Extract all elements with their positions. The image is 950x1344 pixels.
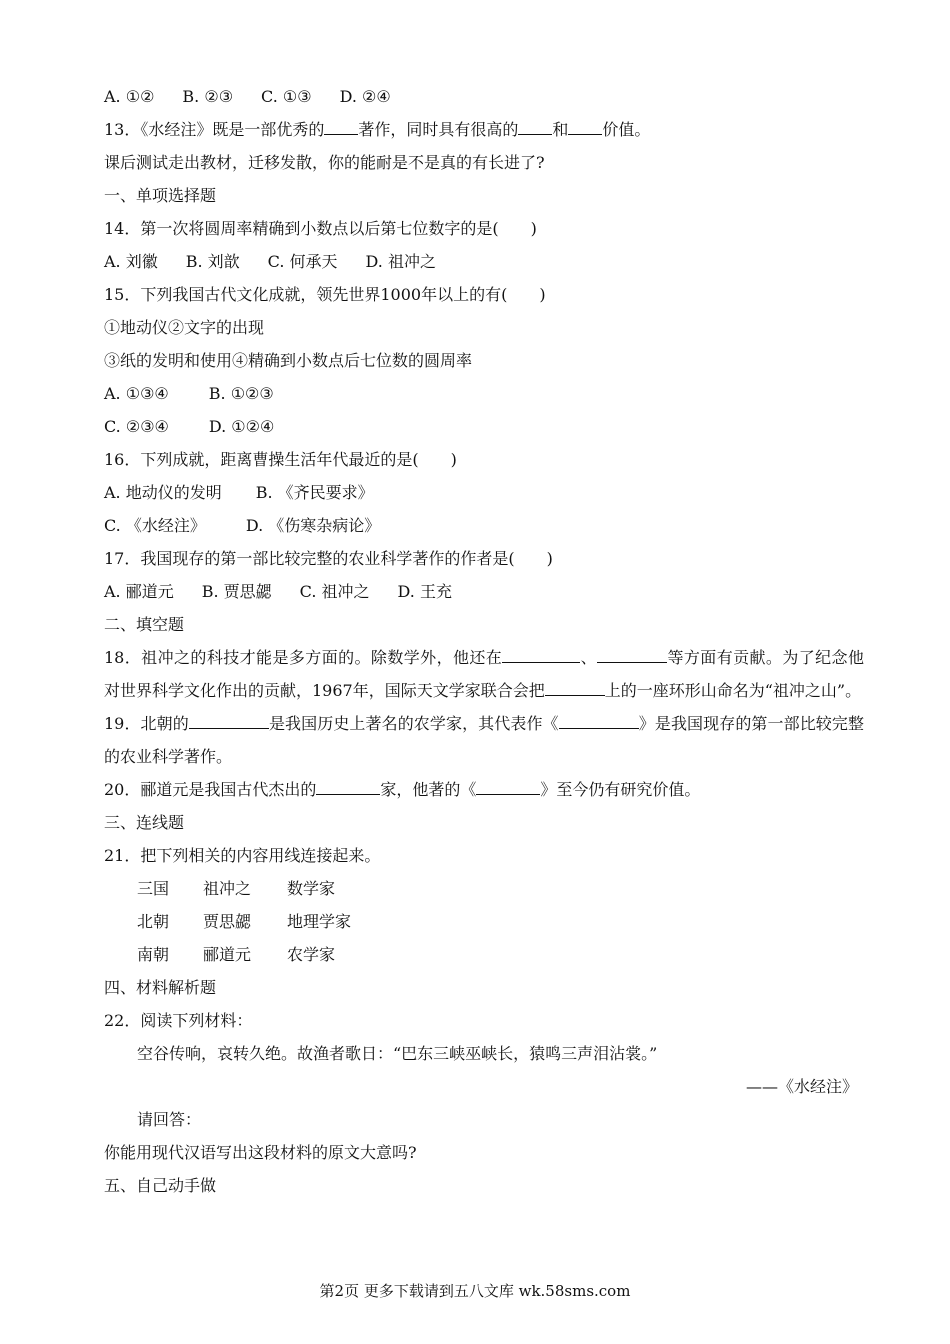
section-heading: 三、连线题 — [104, 813, 185, 832]
question-19 — [104, 707, 864, 773]
q18-text-d: 上的一座环形山命名为“祖冲之山”。 — [604, 681, 862, 700]
q16-options-row — [104, 509, 864, 542]
q15-options-row — [104, 410, 864, 443]
question-14-stem: 14．第一次将圆周率精确到小数点以后第七位数字的是( ) — [104, 219, 537, 238]
question-16-stem: 16．下列成就，距离曹操生活年代最近的是( ) — [104, 450, 457, 469]
option: D. 祖冲之 — [365, 252, 436, 271]
question-17-stem: 17．我国现存的第一部比较完整的农业科学著作的作者是( ) — [104, 549, 553, 568]
q20-text-b: 家，他著的《 — [380, 780, 477, 799]
fill-blank — [568, 118, 602, 135]
page-footer: 第2页 更多下载请到五八文库 wk.58sms.com — [319, 1282, 631, 1300]
q13-text-b: 著作，同时具有很高的 — [358, 120, 519, 139]
q13-text-a: 13．《水经注》既是一部优秀的 — [104, 120, 325, 139]
section-heading: 五、自己动手做 — [104, 1176, 217, 1195]
q22-source: ——《水经注》 — [745, 1077, 858, 1096]
fill-blank — [518, 118, 552, 135]
q12-options — [104, 80, 864, 113]
match-row — [104, 938, 864, 971]
fill-blank — [502, 646, 580, 663]
option: B. 贾思勰 — [201, 582, 272, 601]
fill-blank — [545, 679, 605, 696]
match-person: 祖冲之 — [203, 879, 252, 898]
option: D. ①②④ — [208, 417, 275, 436]
q15-options-row — [104, 377, 864, 410]
q13-text-d: 价值。 — [602, 120, 651, 139]
option: B. 《齐民要求》 — [255, 483, 374, 502]
option: C. 《水经注》 — [104, 516, 206, 535]
q15-item-line: ①地动仪②文字的出现 — [104, 318, 265, 337]
fill-blank — [559, 712, 639, 729]
question-22-stem: 22．阅读下列材料： — [104, 1011, 253, 1030]
match-era: 南朝 — [137, 945, 170, 964]
q22-material: 空谷传响，哀转久绝。故渔者歌日：“巴东三峡巫峡长，猿鸣三声泪沾裳。” — [137, 1044, 658, 1063]
option: D. ②④ — [339, 87, 391, 106]
match-row — [104, 905, 864, 938]
match-field: 地理学家 — [287, 912, 352, 931]
option: C. 何承天 — [267, 252, 338, 271]
q17-options — [104, 575, 864, 608]
q22-question: 你能用现代汉语写出这段材料的原文大意吗? — [104, 1143, 417, 1162]
q19-text-b: 是我国历史上著名的农学家，其代表作《 — [268, 714, 559, 733]
section-heading: 一、单项选择题 — [104, 186, 217, 205]
match-era: 三国 — [137, 879, 170, 898]
option: D. 王充 — [397, 582, 452, 601]
match-era: 北朝 — [137, 912, 170, 931]
option: A. 刘徽 — [104, 252, 158, 271]
section-heading: 二、填空题 — [104, 615, 185, 634]
option: B. ②③ — [182, 87, 234, 106]
option: D. 《伤寒杂病论》 — [245, 516, 381, 535]
q18-text-c: 等方面有贡献。为了纪念他对世界科学文化作出的贡献，1967年，国际天文学家联合会把 — [104, 648, 864, 700]
option: C. ①③ — [261, 87, 312, 106]
fill-blank — [189, 712, 269, 729]
question-18 — [104, 641, 864, 707]
q15-item-line: ③纸的发明和使用④精确到小数点后七位数的圆周率 — [104, 351, 473, 370]
match-person: 贾思勰 — [203, 912, 252, 931]
q19-text-a: 19．北朝的 — [104, 714, 189, 733]
question-21-stem: 21．把下列相关的内容用线连接起来。 — [104, 846, 381, 865]
fill-blank — [324, 118, 358, 135]
document-page — [104, 80, 864, 1202]
question-20 — [104, 773, 864, 806]
q20-text-c: 》至今仍有研究价值。 — [540, 780, 701, 799]
q18-text-a: 18．祖冲之的科技才能是多方面的。除数学外，他还在 — [104, 648, 503, 667]
match-field: 农学家 — [287, 945, 336, 964]
match-person: 郦道元 — [203, 945, 252, 964]
fill-blank — [476, 778, 540, 795]
option: B. ①②③ — [208, 384, 274, 403]
option: C. ②③④ — [104, 417, 169, 436]
q16-options-row — [104, 476, 864, 509]
option: C. 祖冲之 — [299, 582, 370, 601]
question-15-stem: 15．下列我国古代文化成就，领先世界1000年以上的有( ) — [104, 285, 546, 304]
q14-options — [104, 245, 864, 278]
section-heading: 四、材料解析题 — [104, 978, 217, 997]
fill-blank — [597, 646, 667, 663]
option: A. 地动仪的发明 — [104, 483, 222, 502]
q22-ask: 请回答： — [137, 1110, 202, 1129]
intro-text: 课后测试走出教材，迁移发散，你的能耐是不是真的有长进了? — [104, 153, 545, 172]
option: B. 刘歆 — [185, 252, 240, 271]
match-row — [104, 872, 864, 905]
match-field: 数学家 — [287, 879, 336, 898]
option: A. ①③④ — [104, 384, 169, 403]
option: A. 郦道元 — [104, 582, 174, 601]
q19-text-c: 》是我国现存的第一部比较完整的农业科学著作。 — [104, 714, 864, 766]
question-13 — [104, 113, 864, 146]
q18-text-b: 、 — [580, 648, 598, 667]
option: A. ①② — [104, 87, 155, 106]
q13-text-c: 和 — [552, 120, 569, 139]
q20-text-a: 20．郦道元是我国古代杰出的 — [104, 780, 317, 799]
fill-blank — [316, 778, 380, 795]
